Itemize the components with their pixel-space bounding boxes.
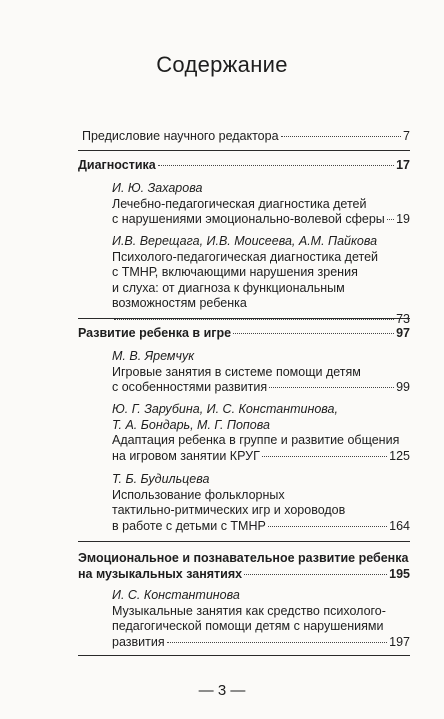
toc-page-number: 164: [389, 518, 410, 533]
toc-entry[interactable]: [112, 402, 410, 464]
leader-dots: [262, 456, 387, 457]
toc-section-music[interactable]: [78, 550, 410, 582]
entry-title-line: на игровом занятии КРУГ: [112, 448, 260, 463]
leader-dots: [233, 333, 394, 334]
section-divider: [78, 150, 410, 151]
toc-entry[interactable]: [112, 349, 410, 396]
entry-title-line: с нарушениями эмоционально-волевой сферы: [112, 212, 385, 226]
section-title: Развитие ребенка в игре: [78, 326, 232, 340]
entry-title-line: Адаптация ребенка в группе и развитие общения: [112, 433, 400, 447]
leader-dots: [269, 387, 394, 388]
toc-preface[interactable]: [82, 129, 410, 144]
entry-title-line: Использование фольклорных: [112, 487, 285, 502]
entry-title-line: и слуха: от диагноза к функциональным: [112, 280, 345, 295]
entry-authors: Т. Б. Будильцева: [112, 472, 210, 486]
entry-title-line: в работе с детьми с ТМНР: [112, 518, 266, 533]
entry-title-line: с ТМНР, включающими нарушения зрения: [112, 265, 358, 279]
section-title: Эмоциональное и познавательное развитие ребенка: [78, 551, 409, 565]
toc-entry[interactable]: [112, 472, 410, 534]
leader-dots: [281, 136, 402, 137]
toc-page-number: 99: [396, 380, 410, 394]
section-divider: [78, 541, 410, 542]
toc-preface-title: Предисловие научного редактора: [82, 129, 279, 143]
entry-authors: И. С. Константинова: [112, 588, 240, 602]
toc-page-number: 17: [396, 158, 410, 172]
leader-dots: [244, 574, 387, 575]
entry-title-line: педагогической помощи детям с нарушениями: [112, 619, 384, 633]
entry-title-line: развития: [112, 634, 165, 649]
entry-title-line: Игровые занятия в системе помощи детям: [112, 364, 361, 379]
section-divider: [78, 655, 410, 656]
entry-title-line: с особенностями развития: [112, 380, 268, 394]
toc-page-number: 195: [389, 567, 410, 581]
entry-title-line: Лечебно-педагогическая диагностика детей: [112, 196, 367, 211]
section-title: Диагностика: [78, 158, 156, 172]
leader-dots: [387, 219, 394, 220]
entry-authors: Т. А. Бондарь, М. Г. Попова: [112, 417, 270, 432]
entry-title-line: Психолого-педагогическая диагностика детей: [112, 249, 379, 264]
entry-authors: Ю. Г. Зарубина, И. С. Константинова,: [112, 402, 338, 416]
toc-page-number: 125: [389, 448, 410, 463]
entry-authors: И.В. Верещага, И.В. Моисеева, А.М. Пайкова: [112, 234, 378, 248]
toc-page-number: 97: [396, 326, 410, 340]
page-number: — 3 —: [198, 682, 246, 699]
page-title: Содержание: [156, 52, 288, 77]
toc-page-number: 7: [403, 129, 410, 143]
toc-page-number: 19: [396, 212, 410, 226]
toc-entry[interactable]: [112, 181, 410, 228]
entry-title-line: возможностям ребенка: [112, 296, 247, 310]
entry-title-line: Музыкальные занятия как средство психолого-: [112, 603, 386, 618]
toc-section-diagnostics[interactable]: [78, 158, 410, 172]
entry-authors: И. Ю. Захарова: [112, 181, 203, 195]
section-title: на музыкальных занятиях: [78, 567, 243, 581]
entry-authors: М. В. Яремчук: [112, 349, 195, 363]
entry-title-line: тактильно-ритмических игр и хороводов: [112, 503, 346, 517]
leader-dots: [268, 526, 387, 527]
toc-entry[interactable]: [112, 588, 410, 650]
toc-page-number: 197: [389, 634, 410, 649]
toc-section-play[interactable]: [78, 326, 410, 340]
section-divider: [78, 318, 410, 319]
leader-dots: [167, 642, 388, 643]
toc-page-number: 73: [396, 311, 410, 326]
toc-entry[interactable]: [112, 234, 410, 327]
leader-dots: [158, 165, 394, 166]
